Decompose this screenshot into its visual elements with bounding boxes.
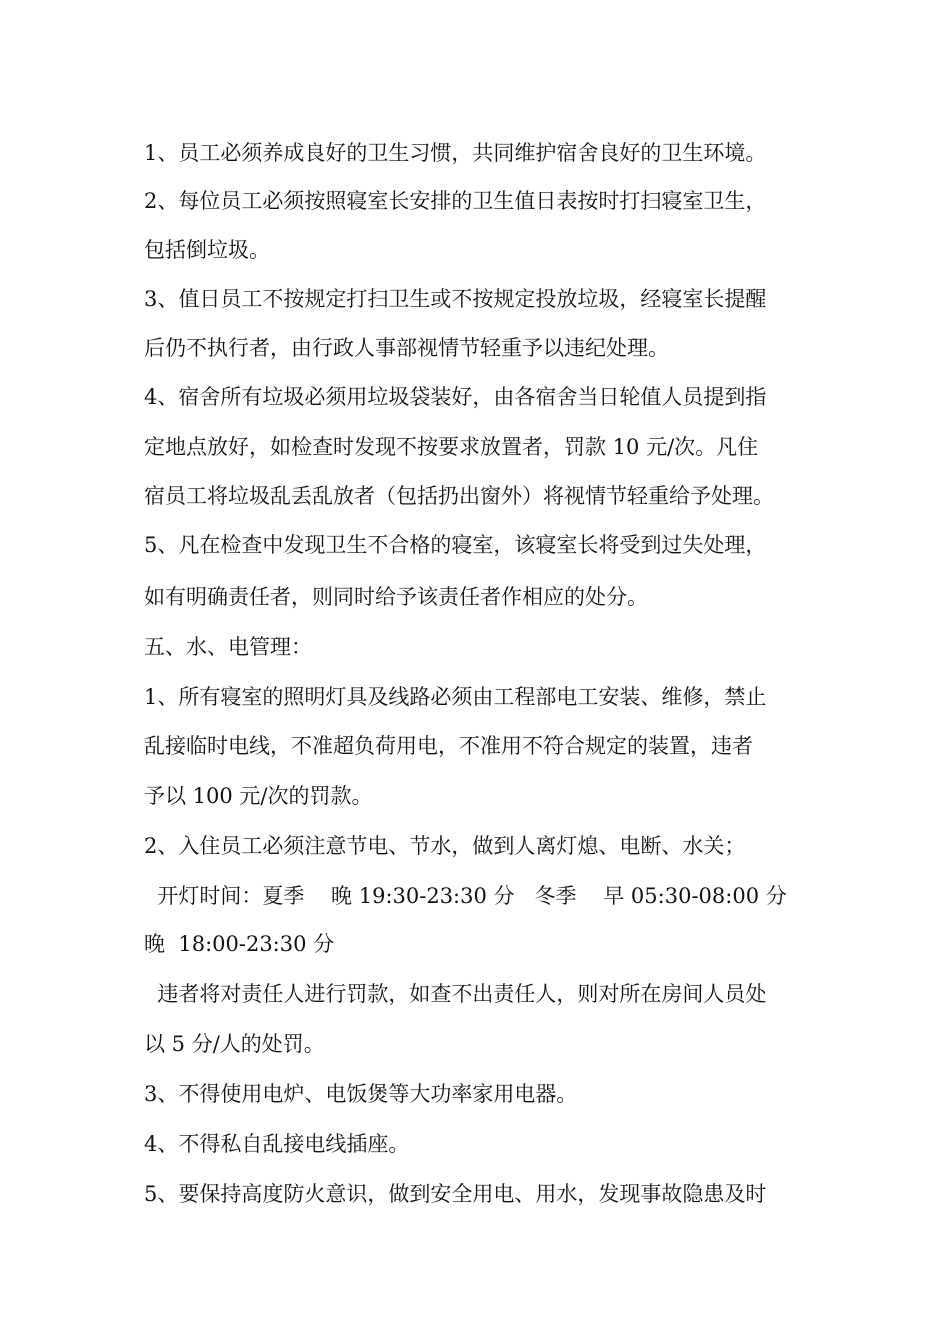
text-line: 1、所有寝室的照明灯具及线路必须由工程部电工安装、维修，禁止 xyxy=(144,685,767,709)
text-line: 定地点放好，如检查时发现不按要求放置者，罚款 10 元/次。凡住 xyxy=(144,435,759,459)
text-line: 开灯时间：夏季 晚 19:30-23:30 分 冬季 早 05:30-08:00 分 xyxy=(144,884,787,908)
text-line: 乱接临时电线，不准超负荷用电，不准用不符合规定的装置，违者 xyxy=(144,734,753,758)
text-line: 2、每位员工必须按照寝室长安排的卫生值日表按时打扫寝室卫生， xyxy=(144,189,767,213)
text-line: 1、员工必须养成良好的卫生习惯，共同维护宿舍良好的卫生环境。 xyxy=(144,141,767,165)
section-heading: 五、水、电管理： xyxy=(144,635,312,659)
text-line: 予以 100 元/次的罚款。 xyxy=(144,784,373,808)
text-line: 以 5 分/人的处罚。 xyxy=(144,1032,325,1056)
text-line: 5、要保持高度防火意识，做到安全用电、用水，发现事故隐患及时 xyxy=(144,1182,767,1206)
text-line: 如有明确责任者，则同时给予该责任者作相应的处分。 xyxy=(144,585,648,609)
text-line: 3、不得使用电炉、电饭煲等大功率家用电器。 xyxy=(144,1082,578,1106)
text-line: 4、宿舍所有垃圾必须用垃圾袋装好，由各宿舍当日轮值人员提到指 xyxy=(144,385,767,409)
text-line: 3、值日员工不按规定打扫卫生或不按规定投放垃圾，经寝室长提醒 xyxy=(144,287,767,311)
text-line: 2、入住员工必须注意节电、节水，做到人离灯熄、电断、水关； xyxy=(144,834,746,858)
text-line: 包括倒垃圾。 xyxy=(144,238,270,262)
text-line: 4、不得私自乱接电线插座。 xyxy=(144,1132,410,1156)
text-line: 宿员工将垃圾乱丢乱放者（包括扔出窗外）将视情节轻重给予处理。 xyxy=(144,484,774,508)
text-line: 违者将对责任人进行罚款，如查不出责任人，则对所在房间人员处 xyxy=(144,982,767,1006)
text-line: 5、凡在检查中发现卫生不合格的寝室，该寝室长将受到过失处理， xyxy=(144,533,767,557)
text-line: 后仍不执行者，由行政人事部视情节轻重予以违纪处理。 xyxy=(144,336,669,360)
text-line: 晚 18:00-23:30 分 xyxy=(144,932,335,956)
